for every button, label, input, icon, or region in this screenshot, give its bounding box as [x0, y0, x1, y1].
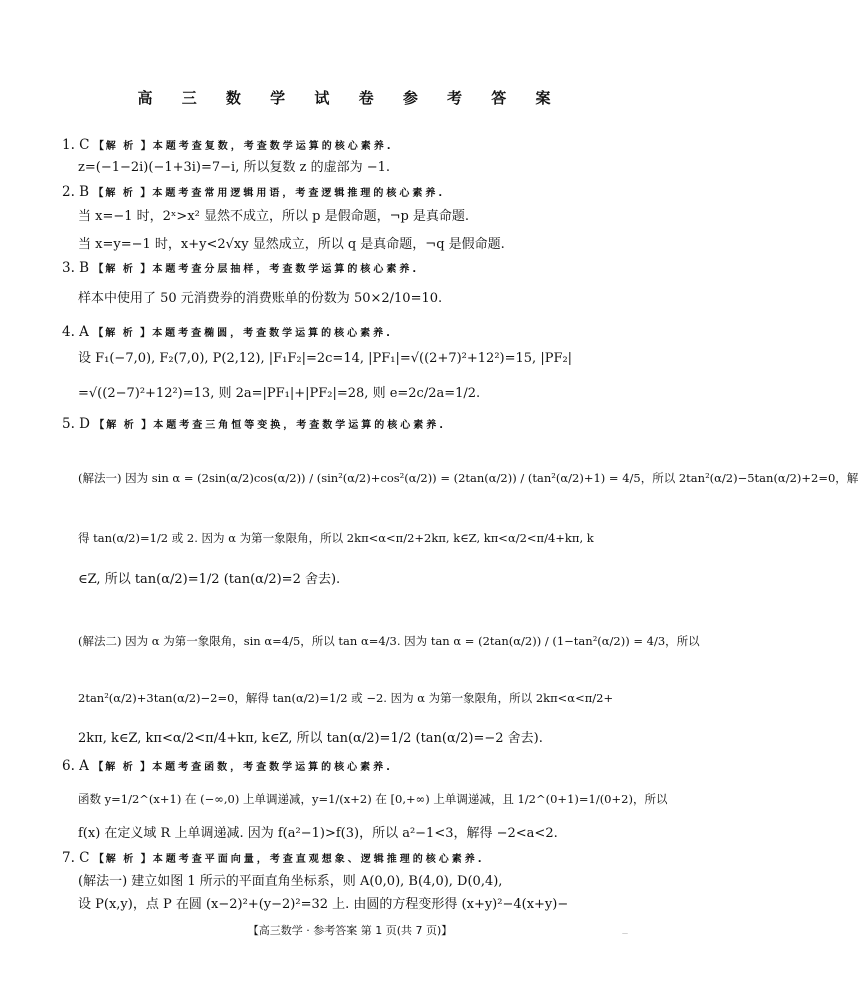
analysis-tag: 【解 析 】	[93, 762, 153, 773]
answer-6-line-1: 函数 y=1/2^(x+1) 在 (−∞,0) 上单调递减，y=1/(x+2) 在 [0,+∞) 上单调递减，且 1/2^(0+1)=1/(0+2)，所以	[78, 792, 668, 806]
analysis-desc: 本题考查三角恒等变换，考查数学运算的核心素养.	[153, 420, 447, 431]
answer-7-header	[62, 850, 485, 868]
answer-5-line-4: (解法二) 因为 α 为第一象限角，sin α=4/5，所以 tan α=4/3. 因为 tan α = (2tan(α/2)) / (1−tan²(α/2)) = 4/3，所以	[78, 634, 700, 648]
answer-2-line-1: 当 x=−1 时，2ˣ>x² 显然不成立，所以 p 是假命题，¬p 是真命题.	[78, 209, 470, 224]
analysis-desc: 本题考查复数，考查数学运算的核心素养.	[152, 141, 394, 152]
answer-7-line-1: (解法一) 建立如图 1 所示的平面直角坐标系，则 A(0,0), B(4,0), D(0,4),	[78, 874, 503, 889]
analysis-desc: 本题考查函数，考查数学运算的核心素养.	[152, 762, 393, 773]
analysis-desc: 本题考查平面向量，考查直观想象、逻辑推理的核心素养.	[152, 854, 485, 865]
analysis-tag: 【解 析 】	[93, 188, 153, 199]
answer-6-header	[62, 758, 393, 776]
answer-1-header	[62, 137, 394, 155]
analysis-desc: 本题考查椭圆，考查数学运算的核心素养.	[152, 328, 393, 339]
answer-5-line-3: ∈Z, 所以 tan(α/2)=1/2 (tan(α/2)=2 舍去).	[78, 572, 341, 587]
analysis-tag: 【解 析 】	[93, 141, 153, 152]
analysis-tag: 【解 析 】	[94, 420, 154, 431]
answer-2-label: 2. B	[62, 184, 90, 200]
corner-mark: —	[622, 930, 628, 937]
answer-6-label: 6. A	[62, 758, 89, 774]
analysis-desc: 本题考查常用逻辑用语，考查逻辑推理的核心素养.	[152, 188, 446, 199]
answer-7-line-2: 设 P(x,y)，点 P 在圆 (x−2)²+(y−2)²=32 上. 由圆的方程变形得 (x+y)²−4(x+y)−	[78, 897, 569, 912]
answer-6-line-2: f(x) 在定义域 R 上单调递减. 因为 f(a²−1)>f(3)，所以 a²−1<3，解得 −2<a<2.	[78, 826, 558, 841]
answer-5-header	[62, 416, 446, 434]
analysis-desc: 本题考查分层抽样，考查数学运算的核心素养.	[152, 264, 420, 275]
answer-1-label: 1. C	[62, 137, 90, 153]
answer-3-header	[62, 260, 419, 278]
answer-4-header	[62, 324, 393, 342]
answer-4-line-2: =√((2−7)²+12²)=13, 则 2a=|PF₁|+|PF₂|=28, 则 e=2c/2a=1/2.	[78, 386, 481, 401]
analysis-tag: 【解 析 】	[93, 328, 153, 339]
answer-5-line-2: 得 tan(α/2)=1/2 或 2. 因为 α 为第一象限角，所以 2kπ<α<π/2+2kπ, k∈Z, kπ<α/2<π/4+kπ, k	[78, 531, 594, 545]
answer-4-label: 4. A	[62, 324, 89, 340]
analysis-tag: 【解 析 】	[93, 854, 153, 865]
page-footer: 【高三数学 · 参考答案 第 1 页(共 7 页)】	[247, 924, 453, 937]
answer-4-line-1: 设 F₁(−7,0), F₂(7,0), P(2,12), |F₁F₂|=2c=14, |PF₁|=√((2+7)²+12²)=15, |PF₂|	[78, 351, 573, 366]
answer-2-line-2: 当 x=y=−1 时，x+y<2√xy 显然成立，所以 q 是真命题，¬q 是假命题.	[78, 237, 505, 252]
answer-5-label: 5. D	[62, 416, 90, 432]
answer-3-label: 3. B	[62, 260, 90, 276]
answer-1-line-1: z=(−1−2i)(−1+3i)=7−i, 所以复数 z 的虚部为 −1.	[78, 160, 391, 175]
answer-5-line-6: 2kπ, k∈Z, kπ<α/2<π/4+kπ, k∈Z, 所以 tan(α/2)=1/2 (tan(α/2)=−2 舍去).	[78, 731, 543, 746]
page-title: 高 三 数 学 试 卷 参 考 答 案	[137, 89, 563, 107]
answer-3-line-1: 样本中使用了 50 元消费券的消费账单的份数为 50×2/10=10.	[78, 291, 443, 306]
answer-5-line-1: (解法一) 因为 sin α = (2sin(α/2)cos(α/2)) / (sin²(α/2)+cos²(α/2)) = (2tan(α/2)) / (tan²(α/2)+1) = 4/5，所以 2tan²(α/2)−5tan(α/2)+2=0，解	[78, 471, 858, 485]
analysis-tag: 【解 析 】	[93, 264, 153, 275]
answer-7-label: 7. C	[62, 850, 90, 866]
answer-5-line-5: 2tan²(α/2)+3tan(α/2)−2=0，解得 tan(α/2)=1/2 或 −2. 因为 α 为第一象限角，所以 2kπ<α<π/2+	[78, 691, 614, 705]
answer-2-header	[62, 184, 445, 202]
